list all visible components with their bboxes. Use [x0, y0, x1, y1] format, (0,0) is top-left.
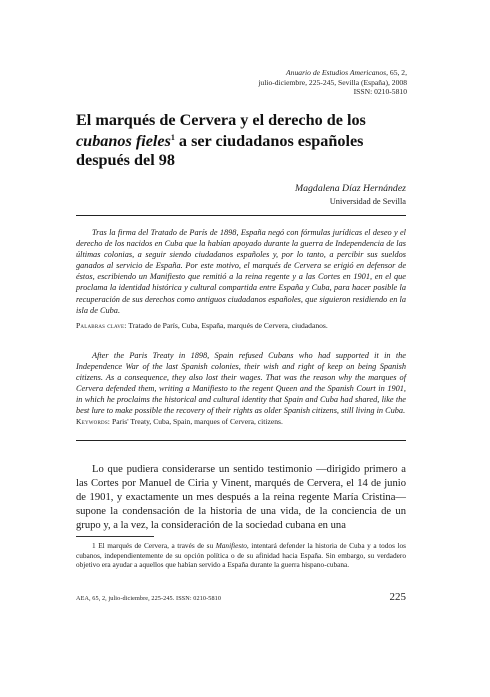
title-italic: cubanos fieles	[76, 132, 171, 151]
page-footer	[76, 591, 406, 603]
footnote	[76, 541, 406, 570]
footnote-text-italic: Manifiesto	[215, 541, 247, 550]
author-name: Magdalena Díaz Hernández	[294, 183, 406, 194]
keywords-spanish-text: Tratado de París, Cuba, España, marqués de Cervera, ciudadanos.	[128, 321, 328, 330]
journal-name: Anuario de Estudios Americanos	[286, 68, 387, 77]
journal-volume-issue: , 65, 2,	[386, 68, 407, 77]
footnote-separator	[76, 536, 154, 537]
keywords-english-label: Keywords:	[76, 417, 111, 426]
journal-period-pages: julio-diciembre, 225-245, Sevilla (España), 2008	[258, 77, 407, 87]
page-number: 225	[389, 591, 406, 603]
keywords-spanish	[76, 321, 406, 332]
abstract-english: After the Paris Treaty in 1898, Spain refused Cubans who had supported it in the Independence War of the last Spanish colonies, their wish and right of keep on being Spanish citizens. As a consequence, they also lost their wages. That was the reason why the marques of Cervera defended them, writing a Manifiesto to the regent Queen and the Spanish Court in 1901, in which he proclaims the historical and cultural identity that Spain and Cuba had shared, like the best lure to make possible the recovery of their rights as older Spanish citizens, still living in Cuba.	[76, 351, 406, 416]
keywords-english-text: Paris' Treaty, Cuba, Spain, marques of Cervera, citizens.	[112, 417, 283, 426]
footnote-text-before: El marqués de Cervera, a través de su	[98, 541, 216, 550]
body-paragraph: Lo que pudiera considerarse un sentido testimonio —dirigido primero a las Cortes por Manuel de Ciria y Vinent, marqués de Cervera, el 14 de junio de 1901, y exactamente un mes después a la reina regente María Cristina— supone la condensación de la historia de una vida, de la conciencia de un grupo y, a la vez, la consideración de la sociedad cubana en una	[76, 464, 406, 531]
footer-citation: AEA, 65, 2, julio-diciembre, 225-245. ISSN: 0210-5810	[76, 595, 222, 602]
abstract-top-rule	[76, 215, 406, 216]
title-part-2: a ser ciudadanos españoles después del 98	[76, 132, 364, 169]
journal-citation-line-1	[258, 68, 407, 78]
title-part-1: El marqués de Cervera y el derecho de los	[76, 111, 366, 129]
author-block	[295, 183, 406, 208]
author-affiliation: Universidad de Sevilla	[329, 196, 406, 206]
article-title	[76, 111, 406, 169]
abstract-spanish: Tras la firma del Tratado de París de 1898, España negó con fórmulas jurídicas el deseo y el derecho de los nacidos en Cuba que la habían apoyado durante la guerra de Independencia de las últimas colonias, a seguir siendo ciudadanos españoles y, por lo tanto, a percibir sus sueldos ganados al servicio de España. Por este motivo, el marqués de Cervera se erigió en defensor de éstos, escribiendo un Manifiesto que remitió a la reina regente y a las Cortes en 1901, en el que proclama la identidad histórica y cultural compartida entre España y Cuba, para hacer posible la recuperación de sus derechos como antiguos ciudadanos españoles, que siguieron residiendo en la isla de Cuba.	[76, 228, 406, 315]
journal-citation	[258, 68, 407, 97]
keywords-english	[76, 417, 406, 428]
footnote-text-after: , intentará defender la historia de Cuba y a todos los cubanos, independientemente de su opción política o de su afinidad hacia España. Sin embargo, su verdadero objetivo era ayudar a aquellos que habían servido a España durante la guerra hispano-cubana.	[76, 541, 406, 570]
keywords-spanish-label: Palabras clave:	[76, 321, 127, 330]
journal-issn: ISSN: 0210-5810	[353, 87, 407, 97]
title-footnote-marker: 1	[170, 133, 175, 143]
footnote-number: 1	[92, 541, 96, 550]
abstract-bottom-rule	[76, 440, 406, 441]
